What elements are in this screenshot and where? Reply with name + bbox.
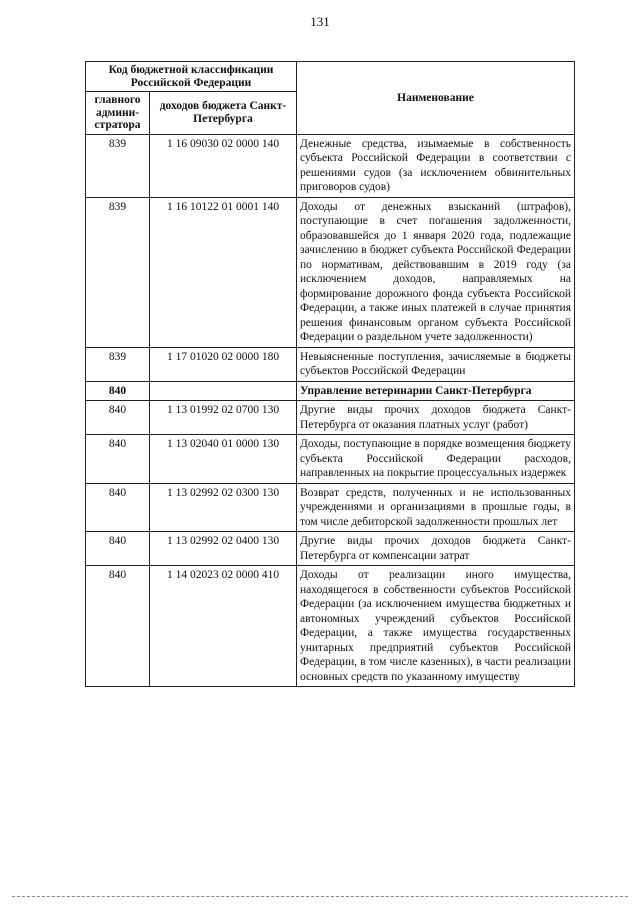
- income-code-cell: 1 17 01020 02 0000 180: [150, 347, 297, 381]
- table-row: [86, 197, 575, 347]
- income-code-cell: 1 13 01992 02 0700 130: [150, 401, 297, 435]
- admin-code-cell: 839: [86, 197, 150, 347]
- admin-code-cell: 839: [86, 347, 150, 381]
- income-name-cell: Доходы от реализации иного имущества, находящегося в собственности субъектов Российской Федерации (за исключением имущества бюджетных и автономных учреждений субъектов Российской Федерации, а также имущества государственных унитарных предприятий субъектов Российской Федерации, в том числе казенных), в части реализации основных средств по указанному имуществу: [297, 566, 575, 687]
- admin-code-cell: 840: [86, 566, 150, 687]
- header-admin: главного админи-стратора: [86, 92, 150, 135]
- income-code-cell: 1 13 02992 02 0300 130: [150, 483, 297, 532]
- income-name-cell: Другие виды прочих доходов бюджета Санкт-Петербурга от компенсации затрат: [297, 532, 575, 566]
- budget-classification-table: [85, 61, 575, 687]
- table-row: [86, 483, 575, 532]
- admin-code-cell: 840: [86, 483, 150, 532]
- admin-code-cell: 840: [86, 435, 150, 484]
- admin-code-cell: 840: [86, 381, 150, 401]
- admin-code-cell: 840: [86, 401, 150, 435]
- table-row: [86, 532, 575, 566]
- header-classification-code: Код бюджетной классификации Российской Федерации: [86, 62, 297, 92]
- income-code-cell: 1 13 02992 02 0400 130: [150, 532, 297, 566]
- page-bottom-line: [12, 896, 628, 897]
- table-row: [86, 401, 575, 435]
- income-code-cell: 1 13 02040 01 0000 130: [150, 435, 297, 484]
- income-name-cell: Денежные средства, изымаемые в собственность субъекта Российской Федерации в соответствии с решениями судов (за исключением обвинительных приговоров судов): [297, 134, 575, 197]
- page-number: 131: [310, 14, 330, 29]
- header-name: Наименование: [297, 62, 575, 135]
- header-income-code: доходов бюджета Санкт-Петербурга: [150, 92, 297, 135]
- income-code-cell: 1 16 10122 01 0001 140: [150, 197, 297, 347]
- income-name-cell: Другие виды прочих доходов бюджета Санкт-Петербурга от оказания платных услуг (работ): [297, 401, 575, 435]
- table-row: [86, 566, 575, 687]
- income-code-cell: 1 14 02023 02 0000 410: [150, 566, 297, 687]
- income-name-cell: Доходы, поступающие в порядке возмещения бюджету субъекта Российской Федерации расходов, направленных на покрытие процессуальных издержек: [297, 435, 575, 484]
- income-code-cell: [150, 381, 297, 401]
- income-name-cell: Невыясненные поступления, зачисляемые в бюджеты субъектов Российской Федерации: [297, 347, 575, 381]
- admin-code-cell: 839: [86, 134, 150, 197]
- income-name-cell: Управление ветеринарии Санкт-Петербурга: [297, 381, 575, 401]
- table-row: [86, 134, 575, 197]
- income-name-cell: Возврат средств, полученных и не использованных учреждениями и организациями в прошлые годы, в том числе дебиторской задолженности прошлых лет: [297, 483, 575, 532]
- table-row: [86, 435, 575, 484]
- admin-code-cell: 840: [86, 532, 150, 566]
- table-row: [86, 347, 575, 381]
- income-code-cell: 1 16 09030 02 0000 140: [150, 134, 297, 197]
- income-name-cell: Доходы от денежных взысканий (штрафов), поступающие в счет погашения задолженности, образовавшейся до 1 января 2020 года, подлежащие зачислению в бюджет субъекта Российской Федерации по нормативам, действовавшим в 2019 году (за исключением доходов, направляемых на формирование дорожного фонда субъекта Российской Федерации, а также иных платежей в случае принятия решения финансовым органом субъекта Российской Федерации о раздельном учете задолженности): [297, 197, 575, 347]
- table-row: [86, 381, 575, 401]
